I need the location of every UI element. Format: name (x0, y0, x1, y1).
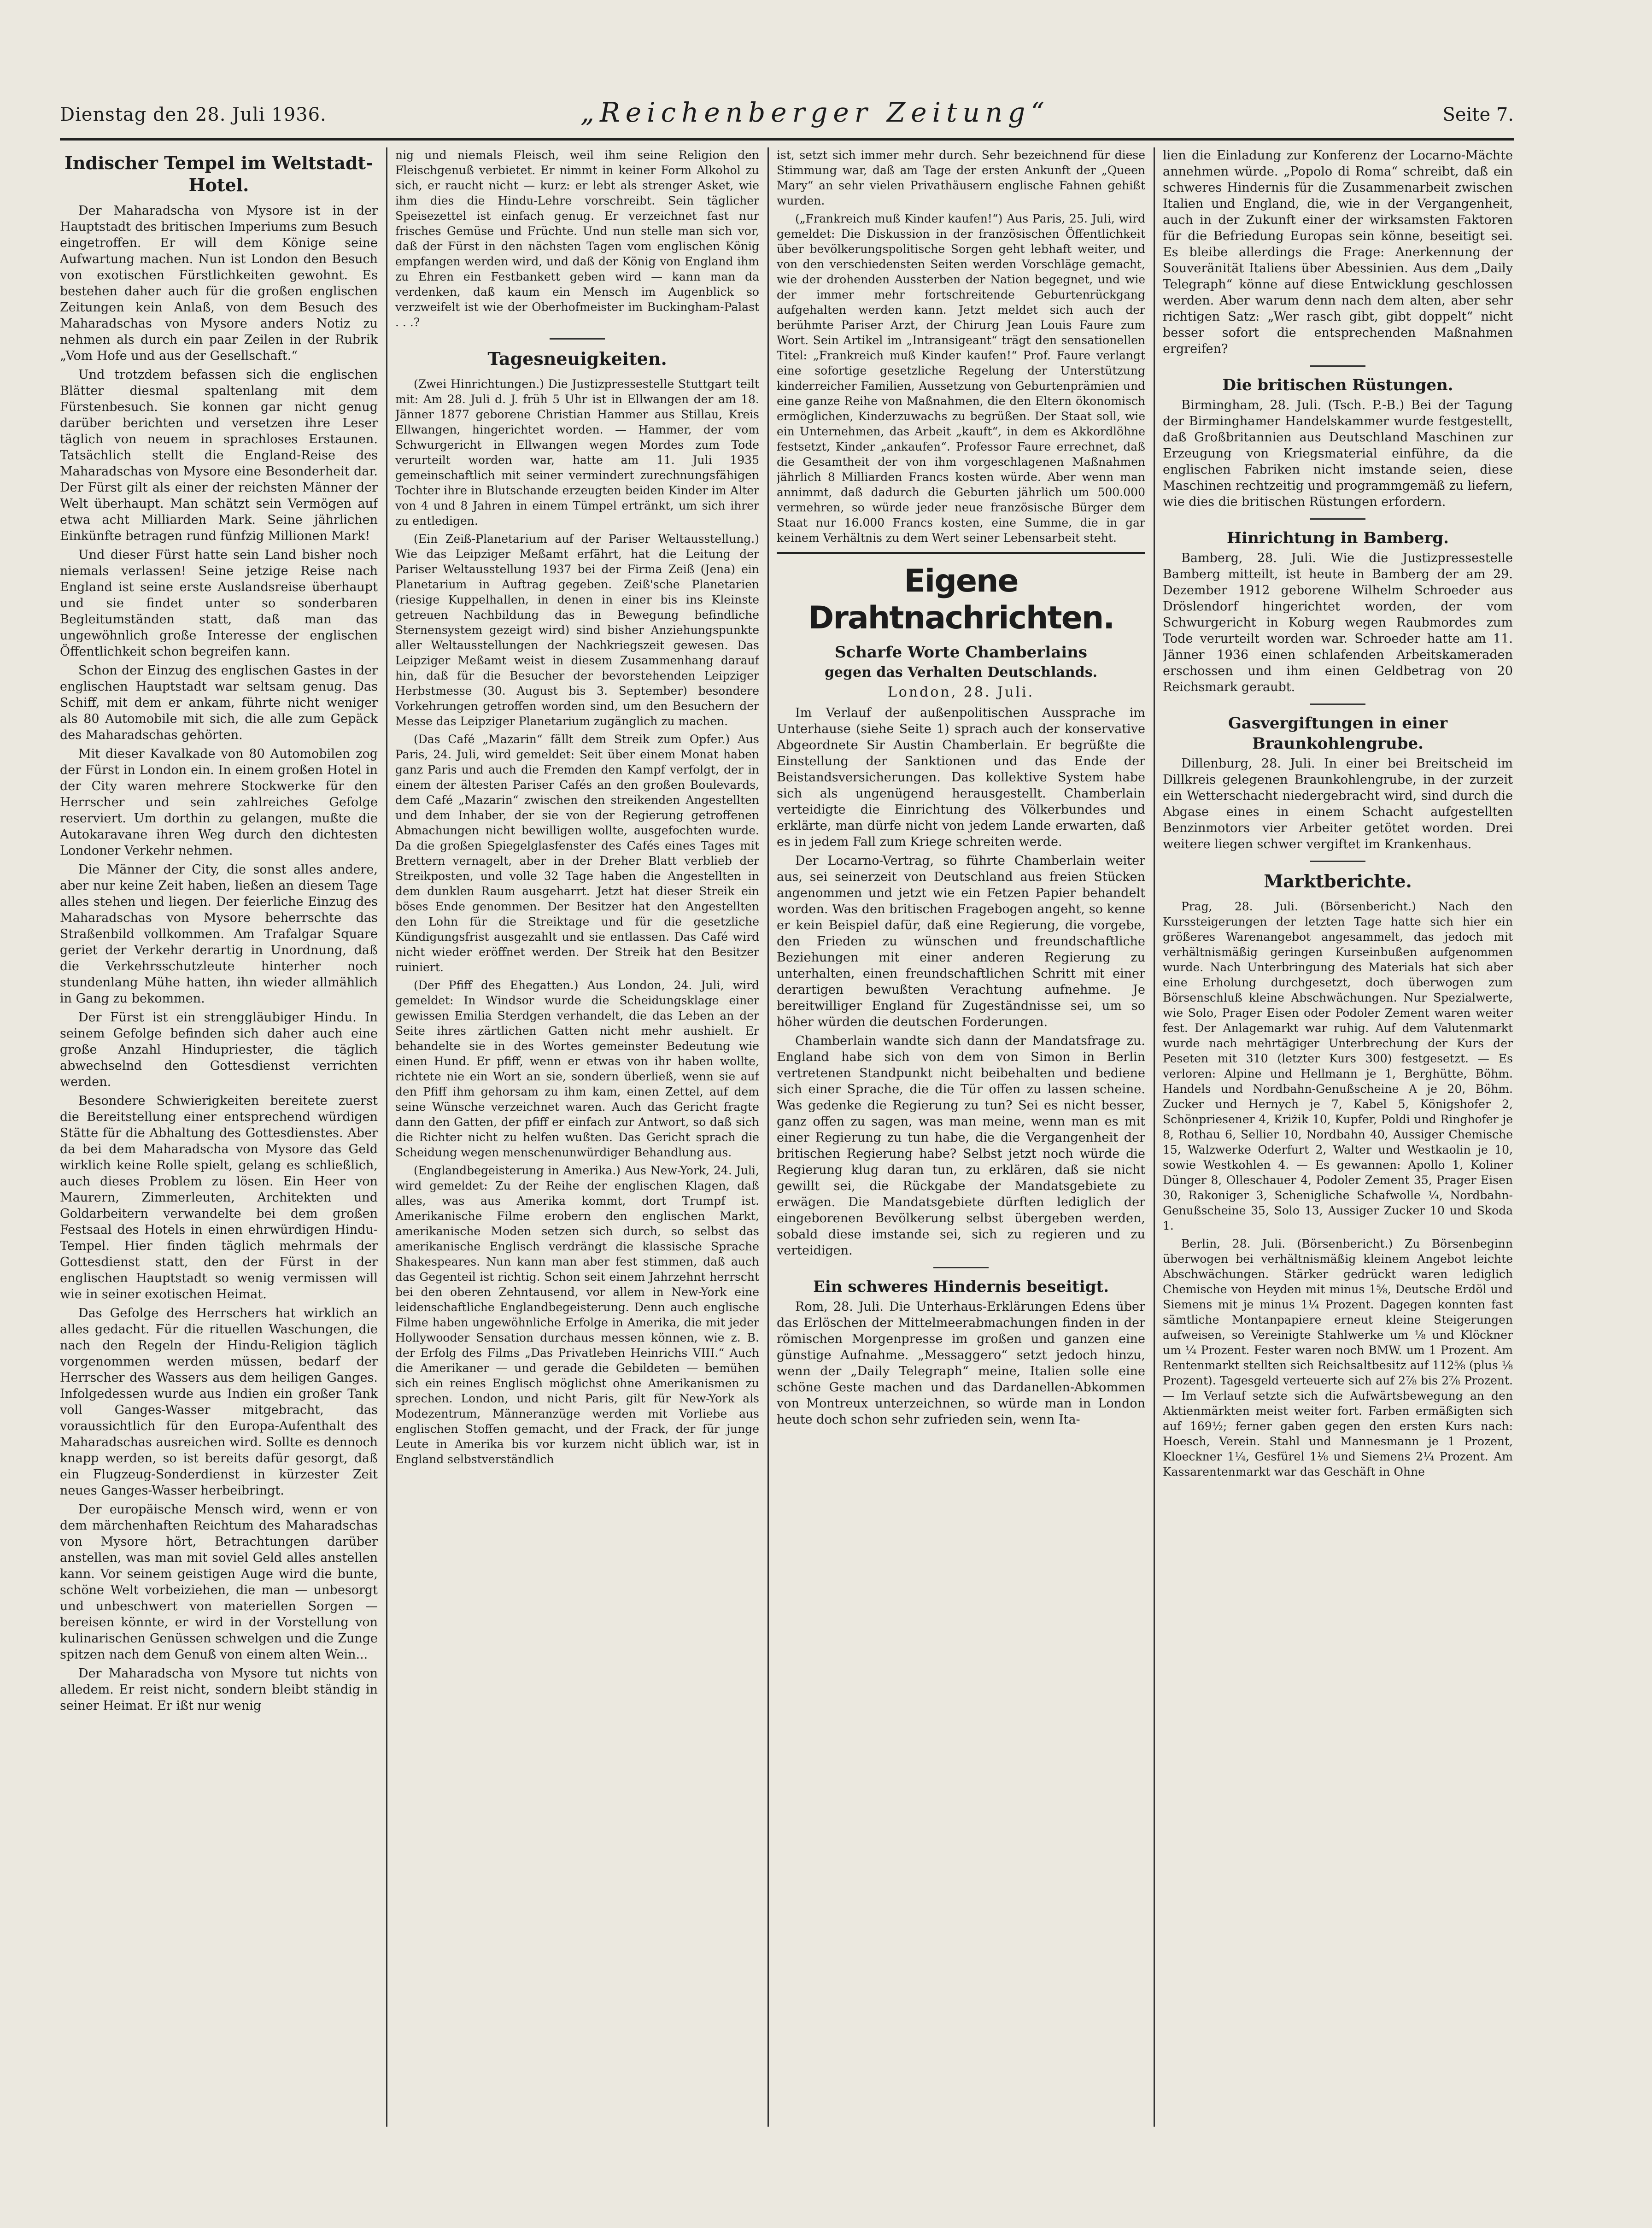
paragraph: Im Verlauf der außenpolitischen Aussprache im Unterhause (siehe Seite 1) sprach auch der konservative Abgeordnete Sir Austin Chamberlain. Er begrüßte die Einstellung der Sanktionen und das Ende der Beistandsversicherungen. Das kollektive System habe sich als ungenügend herausgestellt. Chamberlain verteidigte die Einrichtung des Völkerbundes und erklärte, man dürfe nicht von jedem Lande erwarten, daß es in jedem Fall zum Kriege schreiten werde. (777, 706, 1145, 849)
paragraph: Der Fürst ist ein strenggläubiger Hindu. In seinem Gefolge befinden sich daher auch eine große Anzahl Hindupriester, die täglich abwechselnd den Gottesdienst verrichten werden. (60, 1010, 378, 1089)
article-headline-ruestungen: Die britischen Rüstungen. (1222, 376, 1453, 394)
article-headline-hindernis: Ein schweres Hindernis beseitigt. (813, 1278, 1109, 1296)
paragraph: Und trotzdem befassen sich die englischen Blätter diesmal spaltenlang mit dem Fürstenbesuch. Sie konnen gar nicht genug darüber berichten und versetzen ihre Leser täglich von neuem in sprachloses Erstaunen. Tatsächlich stellt die England-Reise des Maharadschas von Mysore eine Besonderheit dar. Der Fürst gilt als einer der reichsten Männer der Welt überhaupt. Man schätzt sein Vermögen auf etwa acht Milliarden Mark. Seine jährlichen Einkünfte betragen rund fünfzig Millionen Mark! (60, 368, 378, 543)
banner-rule (777, 552, 1145, 554)
article-headline-bamberg: Hinrichtung in Bamberg. (1227, 529, 1449, 547)
news-item: (Zwei Hinrichtungen.) Die Justizpressestelle Stuttgart teilt mit: Am 28. Juli d. J. früh 5 Uhr ist in Ellwangen der am 18. Jänner 1877 geborene Christian Hammer aus Stillau, Kreis Ellwangen, hingerichtet worden. — Hammer, der vom Schwurgericht in Ellwangen wegen Mordes zum Tode verurteilt worden war, hatte am 11. Juli 1935 gemeinschaftlich mit seiner vermindert zurechnungsfähigen Tochter ihre in Blutschande erzeugten beiden Kinder im Alter von 4 und 8 Jahren in einem Tümpel ertränkt, um sich ihrer zu entledigen. (395, 377, 759, 528)
article-headline-indischer-tempel: Indischer Tempel im Weltstadt-Hotel. (64, 152, 373, 195)
article-dateline: London, 28. Juli. (887, 684, 1035, 700)
market-report: Prag, 28. Juli. (Börsenbericht.) Nach den Kurssteigerungen der letzten Tage hatte sich hier ein größeres Warenangebot angesammelt, das jedoch mit verhältnismäßig geringen Kurseinbußen aufgenommen wurde. Nach Unterbringung des Materials hat sich aber eine Erholung durchgesetzt, doch überwogen zum Börsenschluß kleine Abschwächungen. Nur Spezialwerte, wie Solo, Prager Eisen oder Podoler Zement waren weiter fest. Der Anlagemarkt war ruhig. Auf dem Valutenmarkt wurde nach mehrtägiger Unterbrechung der Kurs der Peseten mit 310 (letzter Kurs 300) festgesetzt. — Es verloren: Alpine und Hellmann je 1, Berghütte, Böhm. Handels und Nordbahn-Genußscheine A je 20, Böhm. Zucker und Hernych je 7, Kabel 5, Königshofer 2, Schönpriesener 4, Kriżik 10, Kupfer, Poldi und Ringhofer je 8, Rothau 6, Sellier 10, Nordbahn 40, Aussiger Chemische 15, Walzwerke Oderfurt 2, Walter und Westkaolin je 10, sowie Westkohlen 4. — Es gewannen: Apollo 1, Koliner Dünger 8, Olleschauer 4, Podoler Zement 35, Prager Eisen 30, Rakoniger 3, Schenigliche Schafwolle ¼, Nordbahn-Genußscheine 35, Solo 13, Aussiger Zucker 10 und Skoda 1. (1163, 900, 1513, 1232)
column-3 (777, 147, 1145, 2127)
section-separator (1310, 365, 1365, 367)
news-item: („Frankreich muß Kinder kaufen!“) Aus Paris, 25. Juli, wird gemeldet: Die Diskussion in der französischen Öffentlichkeit über bevölkerungspolitische Sorgen geht lebhaft weiter, und von den verschiedensten Seiten werden Vorschläge gemacht, wie der drohenden Aussterben der Nation begegnet, und wie der immer mehr fortschreitende Geburtenrückgang aufgehalten werden kann. Jetzt meldet sich auch der berühmte Pariser Arzt, der Chirurg Jean Louis Faure zum Wort. Sein Artikel im „Intransigeant“ trägt den sensationellen Titel: „Frankreich muß Kinder kaufen!“ Prof. Faure verlangt eine sofortige gesetzliche Regelung der Unterstützung kinderreicher Familien, Aussetzung von Geburtenprämien und eine ganze Reihe von Maßnahmen, die den Eltern ökonomisch ermöglichen, Kinderzuwachs zu begrüßen. Der Staat soll, wie ein Unternehmen, das Arbeit „kauft“, in dem es Akkordlöhne festsetzt, Kinder „ankaufen“. Professor Faure errechnet, daß die Gesamtheit der von ihm vorgeschlagenen Maßnahmen jährlich 8 Milliarden Francs kosten würde. Aber wenn man annimmt, daß dadurch die Geburten jährlich um 500.000 vermehren, so würde jeder neue französische Bürger dem Staat nur 16.000 Francs kosten, eine Summe, die in gar keinem Verhältnis zu dem Wert seiner Lebensarbeit steht. (777, 212, 1145, 545)
paragraph: Der europäische Mensch wird, wenn er von dem märchenhaften Reichtum des Maharadschas von Mysore hört, Betrachtungen darüber anstellen, was man mit soviel Geld alles anstellen kann. Vor seinem geistigen Auge wird die bunte, schöne Welt vorbeiziehen, die man — unbesorgt und unbeschwert von materiellen Sorgen — bereisen könnte, er wird in der Vorstellung von kulinarischen Genüssen schwelgen und die Zunge spitzen nach dem Genuß von einem alten Wein... (60, 1502, 378, 1662)
paragraph: ist, setzt sich immer mehr durch. Sehr bezeichnend für diese Stimmung war, daß am Tage der ersten Ankunft der „Queen Mary“ an sehr vielen Privathäusern englische Fahnen gehißt wurden. (777, 148, 1145, 207)
news-item: (Ein Zeiß-Planetarium auf der Pariser Weltausstellung.) Wie das Leipziger Meßamt erfährt, hat die Leitung der Pariser Weltausstellung 1937 bei der Firma Zeiß (Jena) ein Planetarium in Auftrag gegeben. Zeiß'sche Planetarien (riesige Kuppelhallen, in denen in einer bis ins Kleinste getreuen Nachbildung das in Bewegung befindliche Sternensystem gezeigt wird) sind bisher Anziehungspunkte aller Weltausstellungen der Nachkriegszeit gewesen. Das Leipziger Meßamt weist in diesem Zusammenhang darauf hin, daß für die Besucher der bevorstehenden Leipziger Herbstmesse (30. August bis 3. September) besondere Vorkehrungen getroffen worden sind, um den Besuchern der Messe das Leipziger Planetarium zugänglich zu machen. (395, 532, 759, 728)
section-headline-marktberichte: Marktberichte. (1264, 871, 1412, 891)
banner-eigene-drahtnachrichten: Eigene Drahtnachrichten. (808, 563, 1114, 636)
page-number: Seite 7. (1442, 104, 1514, 125)
section-separator (550, 338, 605, 340)
article-headline-gasvergiftungen: Gasvergiftungen in einer Braunkohlengrube. (1228, 714, 1448, 753)
column-2 (395, 147, 759, 2127)
paragraph: Und dieser Fürst hatte sein Land bisher noch niemals verlassen! Seine jetzige Reise nach England ist seine erste Auslandsreise überhaupt und sie findet unter so sonderbaren Begleitumständen statt, daß man das ungewöhnlich große Interesse der englischen Öffentlichkeit schon begreifen kann. (60, 548, 378, 659)
news-item: (Der Pfiff des Ehegatten.) Aus London, 24. Juli, wird gemeldet: In Windsor wurde die Scheidungsklage einer gewissen Emilia Sterdgen verhandelt, die das Leben an der Seite ihres zärtlichen Gatten nicht mehr aushielt. Er behandelte sie in des Wortes gemeinster Bedeutung wie einen Hund. Er pfiff, wenn er etwas von ihr haben wollte, richtete nie ein Wort an sie, sondern überließ, wenn sie auf den Pfiff ihm gehorsam zu ihm kam, einen Zettel, auf dem seine Wünsche verzeichnet waren. Auch das Gericht fragte dann den Gatten, der pfiff er einfach zur Antwort, so daß sich die Richter nicht zu helfen wußten. Das Gericht sprach die Scheidung wegen menschenunwürdiger Behandlung aus. (395, 979, 759, 1159)
paragraph: Rom, 28. Juli. Die Unterhaus-Erklärungen Edens über das Erlöschen der Mittelmeerabmachungen finden in der römischen Morgenpresse im großen und ganzen eine günstige Aufnahme. „Messaggero“ setzt jedoch hinzu, wenn der „Daily Telegraph“ meine, Italien solle eine schöne Geste machen und das Dardanellen-Abkommen von Montreux unterzeichnen, so würde man in London heute doch schon sehr zufrieden sein, wenn Ita- (777, 1300, 1145, 1427)
column-4 (1163, 147, 1513, 2127)
section-separator (1310, 704, 1365, 705)
section-separator (1310, 518, 1365, 520)
section-separator (933, 1267, 989, 1268)
paragraph: Der Maharadscha von Mysore tut nichts von alledem. Er reist nicht, sondern bleibt ständig in seiner Heimat. Er ißt nur wenig (60, 1666, 378, 1713)
article-headline-chamberlain: Scharfe Worte Chamberlains (834, 643, 1088, 662)
market-report: Berlin, 28. Juli. (Börsenbericht.) Zu Börsenbeginn überwogen bei verhältnismäßig kleinem Angebot leichte Abschwächungen. Stärker gedrückt waren lediglich Chemische von Heyden mit minus 1⅝, Deutsche Erdöl und Siemens mit je minus 1¼ Prozent. Dagegen konnten fast sämtliche Montanpapiere erneut kleine Steigerungen aufweisen, so Vereinigte Stahlwerke um ⅛ und Klöckner um ¼ Prozent. Fester waren noch BMW. um 1 Prozent. Am Rentenmarkt stellten sich Reichsaltbesitz auf 112⅝ (plus ⅛ Prozent). Tagesgeld verteuerte sich auf 2⅞ bis 2⅞ Prozent. — Im Verlauf setzte sich die Aufwärtsbewegung an den Aktienmärkten meist weiter fort. Farben ermäßigten sich auf 169½; ferner gaben gegen den ersten Kurs nach: Hoesch, Verein. Stahl und Mannesmann je 1 Prozent, Kloeckner 1¼, Gesfürel 1⅛ und Siemens 2¼ Prozent. Am Kassarentenmarkt war das Geschäft in Ohne (1163, 1237, 1513, 1478)
paragraph: Mit dieser Kavalkade von 80 Automobilen zog der Fürst in London ein. In einem großen Hotel in der City waren mehrere Stockwerke für den Herrscher und sein zahlreiches Gefolge reserviert. Um dorthin zu gelangen, mußte die Autokaravane ihren Weg durch den dichtesten Londoner Verkehr nehmen. (60, 747, 378, 858)
paragraph: Besondere Schwierigkeiten bereitete zuerst die Bereitstellung einer entsprechend würdigen Stätte für die Abhaltung des Gottesdienstes. Aber da bei dem Maharadscha von Mysore das Geld wirklich keine Rolle spielt, gelang es schließlich, auch dieses Problem zu lösen. Ein Heer von Maurern, Zimmerleuten, Architekten und Goldarbeitern verwandelte bei dem großen Festsaal des Hotels in einen ehrwürdigen Hindu-Tempel. Hier finden täglich mehrmals der Gottesdienst statt, den der Fürst in der englischen Hauptstadt so wenig vermissen will wie in seiner exotischen Heimat. (60, 1094, 378, 1302)
paragraph: Dillenburg, 28. Juli. In einer bei Breitscheid im Dillkreis gelegenen Braunkohlengrube, in der zurzeit ein Wetterschacht niedergebracht wird, sind durch die Abgase eines in einem Schacht aufgestellten Benzinmotors vier Arbeiter getötet worden. Drei weitere liegen schwer vergiftet im Krankenhaus. (1163, 756, 1513, 851)
section-separator (1310, 861, 1365, 862)
paragraph: Der Maharadscha von Mysore ist in der Hauptstadt des britischen Imperiums zum Besuch eingetroffen. Er will dem Könige seine Aufwartung machen. Nun ist London den Besuch von exotischen Fürstlichkeiten gewohnt. Es bestehen daher auch für die großen englischen Zeitungen kein Anlaß, von dem Besuch des Maharadschas von Mysore anders Notiz zu nehmen als durch ein paar Zeilen in der Rubrik „Vom Hofe und aus der Gesellschaft.“ (60, 204, 378, 363)
column-divider (767, 147, 769, 2127)
paragraph: Bamberg, 28. Juli. Wie die Justizpressestelle Bamberg mitteilt, ist heute in Bamberg der am 29. Dezember 1912 geborene Wilhelm Schroeder aus Dröslendorf hingerichtet worden, der vom Schwurgericht in Koburg wegen Raubmordes zum Tode verurteilt worden war. Schroeder hatte am 11. Jänner 1936 einen schlafenden Arbeitskameraden erschossen und ihm einen Geldbetrag von 20 Reichsmark geraubt. (1163, 551, 1513, 694)
paragraph: Der Locarno-Vertrag, so führte Chamberlain weiter aus, sei seinerzeit von Deutschland aus freien Stücken angenommen und jetzt wie ein Fetzen Papier behandelt worden. Was den britischen Fragebogen angeht, so kenne er kein Beispiel dafür, daß eine Regierung, die vorgebe, den Frieden zu wünschen und freundschaftliche Beziehungen mit einer anderen Regierung zu unterhalten, einen freundschaftlichen Schritt mit einer derartigen bewußten Verachtung aufnehme. Je bereitwilliger England für Zugeständnisse sei, um so höher würden die deutschen Forderungen. (777, 854, 1145, 1029)
column-divider (386, 147, 387, 2127)
paragraph: lien die Einladung zur Konferenz der Locarno-Mächte annehmen würde. „Popolo di Roma“ schreibt, daß ein schweres Hindernis für die Zusammenarbeit zwischen Italien und England, die, wie in der Vergangenheit, auch in der Zukunft einer der wirksamsten Faktoren für die Befriedung Europas sein könne, beseitigt sei. Es bleibe allerdings die Frage: Anerkennung der Souveränität Italiens über Abessinien. Aus dem „Daily Telegraph“ könne auf diese Entwicklung geschlossen werden. Aber warum denn nach dem alten, aber sehr richtigen Satz: „Wer rasch gibt, gibt doppelt“ nicht besser sofort die entsprechenden Maßnahmen ergreifen? (1163, 148, 1513, 356)
paragraph: nig und niemals Fleisch, weil ihm seine Religion den Fleischgenuß verbietet. Er nimmt in keiner Form Alkohol zu sich, er raucht nicht — kurz: er lebt als strenger Asket, wie ihm dies die Hindu-Lehre vorschreibt. Sein täglicher Speisezettel ist einfach genug. Er verzeichnet fast nur frisches Gemüse und Früchte. Und nun stelle man sich vor, daß der Fürst in den nächsten Tagen vom englischen König empfangen werden wird, und daß der König von England ihm zu Ehren ein Festbankett geben wird — kann man da verdenken, daß kaum ein Mensch im Augenblick so verzweifelt ist wie der Oberhofmeister im Buckingham-Palast . . .? (395, 148, 759, 329)
section-headline-tagesneuigkeiten: Tagesneuigkeiten. (487, 348, 667, 369)
issue-date: Dienstag den 28. Juli 1936. (60, 104, 327, 125)
paragraph: Birmingham, 28. Juli. (Tsch. P.-B.) Bei der Tagung der Birminghamer Handelskammer wurde festgestellt, daß Großbritannien aus Deutschland Maschinen zur Erzeugung von Kriegsmaterial einführe, da die englischen Fabriken nicht imstande seien, diese Maschinen rechtzeitig und programmgemäß zu liefern, wie dies die britischen Rüstungen erfordern. (1163, 398, 1513, 509)
newspaper-title: „Reichenberger Zeitung“ (580, 97, 1050, 128)
paragraph: Chamberlain wandte sich dann der Mandatsfrage zu. England habe sich von dem von Simon in Berlin vertretenen Standpunkt nicht beibehalten und bediene sich einer Sprache, die die Tür offen zu lassen scheine. Was gedenke die Regierung zu tun? Sei es nicht besser, ganz offen zu sagen, was man meine, wenn man es mit einer Regierung zu tun habe, die die Vergangenheit der britischen Regierung habe? Selbst jetzt noch würde die Regierung klug daran tun, zu erklären, daß sie nicht gewillt sei, die Rückgabe der Mandatsgebiete zu erwägen. Die Mandatsgebiete dürften lediglich der eingeborenen Bevölkerung selbst übergeben werden, sobald diese imstande sei, sich zu regieren und zu verteidigen. (777, 1034, 1145, 1258)
article-subhead: gegen das Verhalten Deutschlands. (824, 664, 1098, 680)
paragraph: Schon der Einzug des englischen Gastes in der englischen Hauptstadt war seltsam genug. Das Schiff, mit dem er ankam, führte nicht weniger als 80 Automobile mit sich, die alle zum Gepäck des Maharadschas gehörten. (60, 663, 378, 742)
paragraph: Die Männer der City, die sonst alles andere, aber nur keine Zeit haben, ließen an diesem Tage alles stehen und liegen. Der feierliche Einzug des Maharadschas von Mysore beherrschte das Straßenbild vollkommen. Am Trafalgar Square geriet der Verkehr derartig in Unordnung, daß die Verkehrsschutzleute hinterher noch stundenlang Mühe hatten, ihn wieder allmählich in Gang zu bekommen. (60, 862, 378, 1006)
column-divider (1154, 147, 1155, 2127)
column-1 (60, 147, 378, 2127)
header-rule (60, 138, 1514, 141)
news-item: (Das Café „Mazarin“ fällt dem Streik zum Opfer.) Aus Paris, 24. Juli, wird gemeldet: Seit über einem Monat haben ganz Paris und auch die Fremden den Kampf verfolgt, der in einem der ältesten Pariser Cafés an den großen Boulevards, dem Café „Mazarin“ zwischen den streikenden Angestellten und dem Inhaber, der sie von der Regierung getroffenen Abmachungen nicht bewilligen wollte, ausgefochten wurde. Da die großen Spiegelglasfenster des Cafés eines Tages mit Brettern vernagelt, aber in der Dreher Blatt verblieb der Streikposten, und volle 32 Tage haben die Angestellten in dem dunklen Raum ausgeharrt. Jetzt hat dieser Streik ein böses Ende genommen. Der Besitzer hat den Angestellten den Lohn für die Streiktage und für die gesetzliche Kündigungsfrist ausgezahlt und sie entlassen. Das Café wird nicht wieder eröffnet werden. Der Streik hat den Besitzer ruiniert. (395, 733, 759, 974)
news-item: (Englandbegeisterung in Amerika.) Aus New-York, 24. Juli, wird gemeldet: Zu der Reihe der englischen Klagen, daß alles, was aus Amerika kommt, dort Trumpf ist. Amerikanische Filme erobern den englischen Markt, amerikanische Moden setzen sich durch, so selbst das amerikanische Englisch verdrängt die klassische Sprache Shakespeares. Nun kann man aber fest stimmen, daß auch das Gegenteil ist richtig. Schon seit einem Jahrzehnt herrscht bei den oberen Zehntausend, vor allem in New-York eine leidenschaftliche Englandbegeisterung. Denn auch englische Filme haben ungewöhnliche Erfolge in Amerika, die mit jeder Hollywooder Sensation durchaus messen können, wie z. B. der Erfolg des Films „Das Privatleben Heinrichs VIII.“ Auch die Amerikaner — und gerade die Gebildeten — bemühen sich ein reines Englisch möglichst ohne Amerikanismen zu sprechen. London, und nicht Paris, gilt für New-York als Modezentrum, Männeranzüge werden mit Vorliebe aus englischen Stoffen gemacht, und der Frack, der für junge Leute in Amerika bis vor kurzem nicht üblich war, ist in England selbstverständlich (395, 1164, 759, 1466)
page-header (60, 92, 1514, 143)
paragraph: Das Gefolge des Herrschers hat wirklich an alles gedacht. Für die rituellen Waschungen, die nach den Regeln der Hindu-Religion täglich vorgenommen werden müssen, bedarf der Herrscher des Wassers aus dem heiligen Ganges. Infolgedessen wurde aus Indien ein großer Tank voll Ganges-Wasser mitgebracht, das voraussichtlich für den Europa-Aufenthalt des Maharadschas ausreichen wird. Sollte es dennoch knapp werden, so ist bereits dafür gesorgt, daß ein Flugzeug-Sonderdienst in kürzester Zeit neues Ganges-Wasser herbeibringt. (60, 1306, 378, 1498)
